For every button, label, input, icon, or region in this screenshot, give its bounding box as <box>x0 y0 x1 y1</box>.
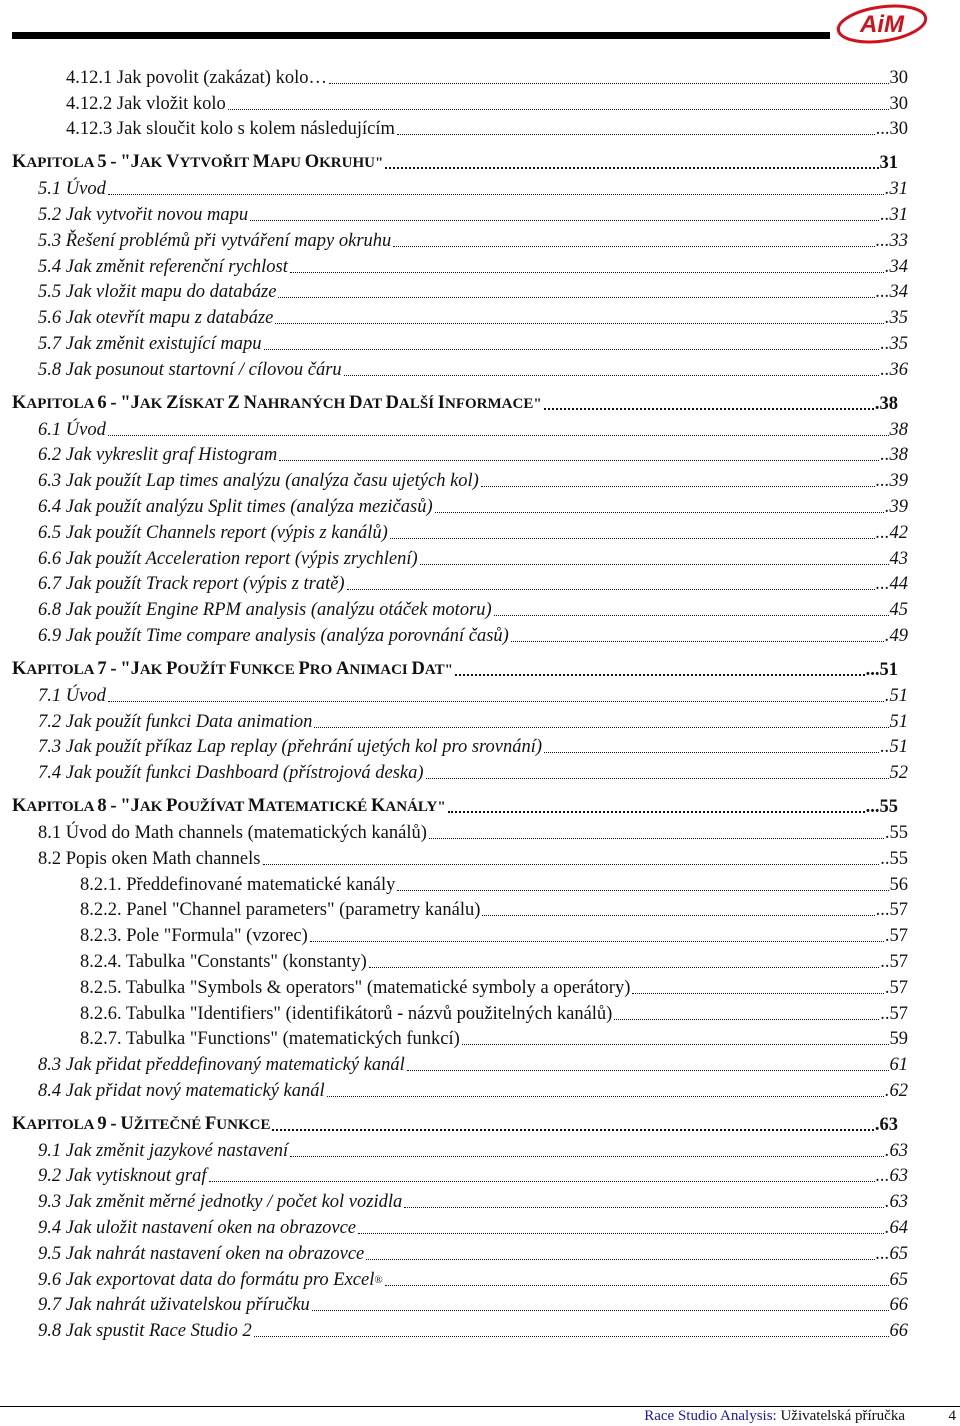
toc-page-number: 56 <box>889 874 908 895</box>
registered-mark: ® <box>374 1273 383 1286</box>
dot-leader <box>250 220 879 221</box>
toc-page-number: .57 <box>884 977 908 998</box>
page-number: 4 <box>948 1408 956 1424</box>
toc-page-number: ..36 <box>880 359 908 380</box>
toc-entry-title: 6.9 Jak použít Time compare analysis (analýza porovnání časů) <box>38 625 509 646</box>
dot-leader <box>278 297 874 298</box>
toc-entry-title: 7.4 Jak použít funkci Dashboard (přístrojová deska) <box>38 763 424 784</box>
toc-entry-title: 8.2.6. Tabulka "Identifiers" (identifikátorů - názvů použitelných kanálů) <box>80 1003 613 1024</box>
toc-page-number: 65 <box>889 1269 908 1290</box>
toc-entry-title: 8.4 Jak přidat nový matematický kanál <box>38 1080 325 1101</box>
dot-leader <box>397 134 875 135</box>
toc-entry-title: 5.1 Úvod <box>38 179 106 200</box>
footer-doc-subtitle: Uživatelská příručka <box>780 1408 905 1424</box>
toc-entry-title: 5.8 Jak posunout startovní / cílovou čáru <box>38 359 342 380</box>
toc-page-number: 45 <box>889 600 908 621</box>
toc-entry-title: 9.7 Jak nahrát uživatelskou příručku <box>38 1295 310 1316</box>
footer-title <box>644 1408 905 1425</box>
toc-entry[interactable] <box>0 1025 908 1051</box>
toc-page-number: ..57 <box>880 951 908 972</box>
toc-page-number: 51 <box>889 711 908 732</box>
dot-leader <box>481 486 875 487</box>
toc-chapter[interactable] <box>0 792 898 818</box>
toc-entry[interactable] <box>0 1187 908 1213</box>
toc-entry[interactable] <box>0 681 908 707</box>
dot-leader <box>511 641 884 642</box>
dot-leader <box>108 194 884 195</box>
toc-page-number: ..55 <box>880 848 908 869</box>
toc-entry[interactable] <box>0 896 908 922</box>
toc-entry[interactable] <box>0 544 908 570</box>
toc-page-number: .31 <box>884 179 908 200</box>
toc-page-number: .55 <box>884 822 908 843</box>
toc-entry-title: 9.6 Jak exportovat data do formátu pro Excel <box>38 1269 375 1290</box>
toc-entry-title: KAPITOLA 6 - "JAK ZÍSKAT Z NAHRANÝCH DAT DALŠÍ INFORMACE" <box>12 392 542 413</box>
toc-entry-title: 5.4 Jak změnit referenční rychlost <box>38 256 288 277</box>
toc-entry[interactable] <box>0 492 908 518</box>
toc-page-number: ..51 <box>880 737 908 758</box>
toc-entry-title: 7.2 Jak použít funkci Data animation <box>38 711 313 732</box>
toc-page-number: .38 <box>874 393 898 414</box>
dot-leader <box>347 589 875 590</box>
toc-entry-title: 5.3 Řešení problémů při vytváření mapy okruhu <box>38 230 392 251</box>
toc-page-number: .62 <box>884 1080 908 1101</box>
toc-entry[interactable] <box>0 818 908 844</box>
toc-page-number: 61 <box>889 1055 908 1076</box>
toc-page-number: .39 <box>884 496 908 517</box>
dot-leader <box>544 408 874 410</box>
toc-entry[interactable] <box>0 1213 908 1239</box>
dot-leader <box>404 1207 884 1208</box>
dot-leader <box>385 167 878 169</box>
toc-entry-title: 6.4 Jak použít analýzu Split times (analýza mezičasů) <box>38 496 433 517</box>
toc-entry-title: 4.12.3 Jak sloučit kolo s kolem následujícím <box>66 119 395 140</box>
toc-entry[interactable] <box>0 973 908 999</box>
dot-leader <box>385 1285 889 1286</box>
toc-entry[interactable] <box>0 115 908 141</box>
toc-entry-title: 9.4 Jak uložit nastavení oken na obrazovce <box>38 1218 357 1239</box>
toc-entry-title: 9.1 Jak změnit jazykové nastavení <box>38 1140 289 1161</box>
toc-page-number: 31 <box>879 153 898 174</box>
toc-page-number: .63 <box>884 1140 908 1161</box>
toc-page-number: .49 <box>884 625 908 646</box>
toc-entry[interactable] <box>0 174 908 200</box>
dot-leader <box>327 1096 884 1097</box>
toc-entry-title: 5.5 Jak vložit mapu do databáze <box>38 282 277 303</box>
dot-leader <box>614 1019 879 1020</box>
toc-entry-title: 8.2 Popis oken Math channels <box>38 848 261 869</box>
dot-leader <box>366 1259 874 1260</box>
toc-page-number: ..31 <box>880 204 908 225</box>
toc-entry-title: 9.2 Jak vytisknout graf <box>38 1166 207 1187</box>
dot-leader <box>407 1070 889 1071</box>
toc-entry[interactable] <box>0 1239 908 1265</box>
toc-entry-title: 4.12.2 Jak vložit kolo <box>66 93 226 114</box>
dot-leader <box>358 1233 884 1234</box>
toc-chapter[interactable] <box>0 1110 898 1136</box>
toc-entry-title: 6.1 Úvod <box>38 419 106 440</box>
toc-entry[interactable] <box>0 595 908 621</box>
toc-page-number: ...42 <box>875 522 908 543</box>
toc-entry[interactable] <box>0 921 908 947</box>
toc-entry[interactable] <box>0 621 908 647</box>
toc-page-number: 30 <box>889 93 908 114</box>
toc-entry[interactable] <box>0 441 908 467</box>
toc-page-number: .63 <box>884 1192 908 1213</box>
toc-entry-title: 8.2.4. Tabulka "Constants" (konstanty) <box>80 951 367 972</box>
toc-entry[interactable] <box>0 252 908 278</box>
toc-page-number: .35 <box>884 308 908 329</box>
toc-page-number: ...44 <box>875 574 908 595</box>
toc-page-number: ...33 <box>875 230 908 251</box>
footer-rule <box>0 1406 960 1407</box>
dot-leader <box>448 811 865 813</box>
toc-page-number: ...57 <box>875 900 908 921</box>
toc-chapter[interactable] <box>0 148 898 174</box>
dot-leader <box>272 1129 873 1131</box>
toc-entry[interactable] <box>0 518 908 544</box>
dot-leader <box>344 375 880 376</box>
dot-leader <box>275 323 884 324</box>
toc-entry[interactable] <box>0 947 908 973</box>
toc-page-number: .34 <box>884 256 908 277</box>
toc-entry[interactable] <box>0 1316 908 1342</box>
dot-leader <box>482 915 874 916</box>
toc-entry-title: KAPITOLA 7 - "JAK POUŽÍT FUNKCE PRO ANIMACI DAT" <box>12 658 453 679</box>
toc-page-number: 43 <box>889 548 908 569</box>
dot-leader <box>426 778 889 779</box>
footer-doc-title: Race Studio Analysis: <box>644 1408 777 1424</box>
toc-page-number: ..38 <box>880 445 908 466</box>
toc-entry[interactable] <box>0 355 908 381</box>
toc-entry[interactable] <box>0 870 908 896</box>
toc-page-number: .57 <box>884 926 908 947</box>
toc-entry-title: 6.5 Jak použít Channels report (výpis z kanálů) <box>38 522 388 543</box>
toc-entry-title: 5.7 Jak změnit existující mapu <box>38 333 262 354</box>
dot-leader <box>435 512 884 513</box>
toc-entry[interactable] <box>0 1291 908 1317</box>
dot-leader <box>254 1336 889 1337</box>
toc-entry[interactable] <box>0 999 908 1025</box>
toc-page-number: 66 <box>889 1321 908 1342</box>
dot-leader <box>329 83 889 84</box>
toc-page-number: 66 <box>889 1295 908 1316</box>
dot-leader <box>420 564 889 565</box>
toc-entry-title: 7.3 Jak použít příkaz Lap replay (přehrání ujetých kol pro srovnání) <box>38 737 543 758</box>
dot-leader <box>544 752 879 753</box>
toc-entry[interactable] <box>0 303 908 329</box>
toc-entry[interactable] <box>0 1162 908 1188</box>
header-rule <box>12 32 830 39</box>
toc-entry[interactable] <box>0 844 908 870</box>
dot-leader <box>290 1156 884 1157</box>
toc-page-number: ...63 <box>875 1166 908 1187</box>
dot-leader <box>108 435 889 436</box>
dot-leader <box>455 674 865 676</box>
dot-leader <box>290 272 884 273</box>
toc-entry-title: KAPITOLA 8 - "JAK POUŽÍVAT MATEMATICKÉ KANÁLY" <box>12 796 446 817</box>
toc-entry-title: 6.8 Jak použít Engine RPM analysis (analýzu otáček motoru) <box>38 600 492 621</box>
dot-leader <box>397 890 888 891</box>
dot-leader <box>108 701 884 702</box>
toc-entry-title: 7.1 Úvod <box>38 685 106 706</box>
toc-entry-title: 8.3 Jak přidat předdefinovaný matematický kanál <box>38 1055 405 1076</box>
dot-leader <box>429 838 884 839</box>
toc-page-number: .63 <box>874 1114 898 1135</box>
toc-entry[interactable] <box>0 278 908 304</box>
dot-leader <box>312 1310 889 1311</box>
dot-leader <box>264 349 880 350</box>
toc-entry[interactable] <box>0 200 908 226</box>
toc-entry-title: 8.2.3. Pole "Formula" (vzorec) <box>80 926 308 947</box>
toc-entry[interactable] <box>0 1136 908 1162</box>
toc-entry-title: 5.2 Jak vytvořit novou mapu <box>38 204 249 225</box>
dot-leader <box>314 727 888 728</box>
toc-entry[interactable] <box>0 466 908 492</box>
dot-leader <box>263 864 880 865</box>
dot-leader <box>369 967 879 968</box>
toc-page-number: ...34 <box>875 282 908 303</box>
toc-chapter[interactable] <box>0 389 898 415</box>
toc-page-number: 59 <box>889 1029 908 1050</box>
toc-entry[interactable] <box>0 1265 908 1291</box>
toc-page-number: ...39 <box>875 471 908 492</box>
toc-entry[interactable] <box>0 733 908 759</box>
dot-leader <box>228 109 889 110</box>
toc-entry-title: 9.8 Jak spustit Race Studio 2 <box>38 1321 252 1342</box>
toc-entry-title: 6.6 Jak použít Acceleration report (výpis zrychlení) <box>38 548 418 569</box>
toc-entry[interactable] <box>0 226 908 252</box>
toc-entry-title: 8.2.2. Panel "Channel parameters" (parametry kanálu) <box>80 900 481 921</box>
toc-entry-title: 8.2.5. Tabulka "Symbols & operators" (matematické symboly a operátory) <box>80 977 631 998</box>
toc-entry-title: 9.5 Jak nahrát nastavení oken na obrazovce <box>38 1243 365 1264</box>
toc-entry-title: 6.7 Jak použít Track report (výpis z tratě) <box>38 574 345 595</box>
toc-page-number: 38 <box>889 419 908 440</box>
toc-entry[interactable] <box>0 758 908 784</box>
dot-leader <box>279 460 879 461</box>
aim-logo <box>836 4 928 44</box>
toc-page-number: 52 <box>889 763 908 784</box>
dot-leader <box>209 1181 875 1182</box>
toc-entry-title: 6.3 Jak použít Lap times analýzu (analýza času ujetých kol) <box>38 471 479 492</box>
dot-leader <box>393 246 874 247</box>
table-of-contents <box>0 63 960 1342</box>
toc-entry[interactable] <box>0 415 908 441</box>
toc-entry-title: 8.2.7. Tabulka "Functions" (matematických funkcí) <box>80 1029 460 1050</box>
toc-page-number: ..35 <box>880 333 908 354</box>
toc-entry[interactable] <box>0 329 908 355</box>
dot-leader <box>494 615 889 616</box>
toc-entry-title: 8.1 Úvod do Math channels (matematických kanálů) <box>38 822 427 843</box>
logo-text: AiM <box>860 11 904 38</box>
toc-entry[interactable] <box>0 63 908 89</box>
toc-page-number: 30 <box>889 67 908 88</box>
toc-entry-title: 5.6 Jak otevřít mapu z databáze <box>38 308 274 329</box>
toc-entry-title: 6.2 Jak vykreslit graf Histogram <box>38 445 278 466</box>
dot-leader <box>390 538 875 539</box>
toc-entry[interactable] <box>0 1050 908 1076</box>
toc-entry[interactable] <box>0 570 908 596</box>
toc-entry-title: 8.2.1. Předdefinované matematické kanály <box>80 874 396 895</box>
toc-entry[interactable] <box>0 89 908 115</box>
toc-page-number: .64 <box>884 1218 908 1239</box>
toc-page-number: ..57 <box>880 1003 908 1024</box>
toc-page-number: ...51 <box>865 659 898 680</box>
toc-entry-title: KAPITOLA 5 - "JAK VYTVOŘIT MAPU OKRUHU" <box>12 152 384 173</box>
toc-chapter[interactable] <box>0 655 898 681</box>
toc-entry-title: 4.12.1 Jak povolit (zakázat) kolo… <box>66 67 327 88</box>
toc-page-number: .51 <box>884 685 908 706</box>
toc-page-number: ...55 <box>865 797 898 818</box>
dot-leader <box>632 993 884 994</box>
toc-page-number: ...65 <box>875 1243 908 1264</box>
dot-leader <box>462 1044 889 1045</box>
toc-entry[interactable] <box>0 1076 908 1102</box>
dot-leader <box>310 941 884 942</box>
toc-entry-title: KAPITOLA 9 - UŽITEČNÉ FUNKCE <box>12 1113 271 1134</box>
toc-entry[interactable] <box>0 707 908 733</box>
toc-page-number: ...30 <box>875 119 908 140</box>
toc-entry-title: 9.3 Jak změnit měrné jednotky / počet kol vozidla <box>38 1192 403 1213</box>
